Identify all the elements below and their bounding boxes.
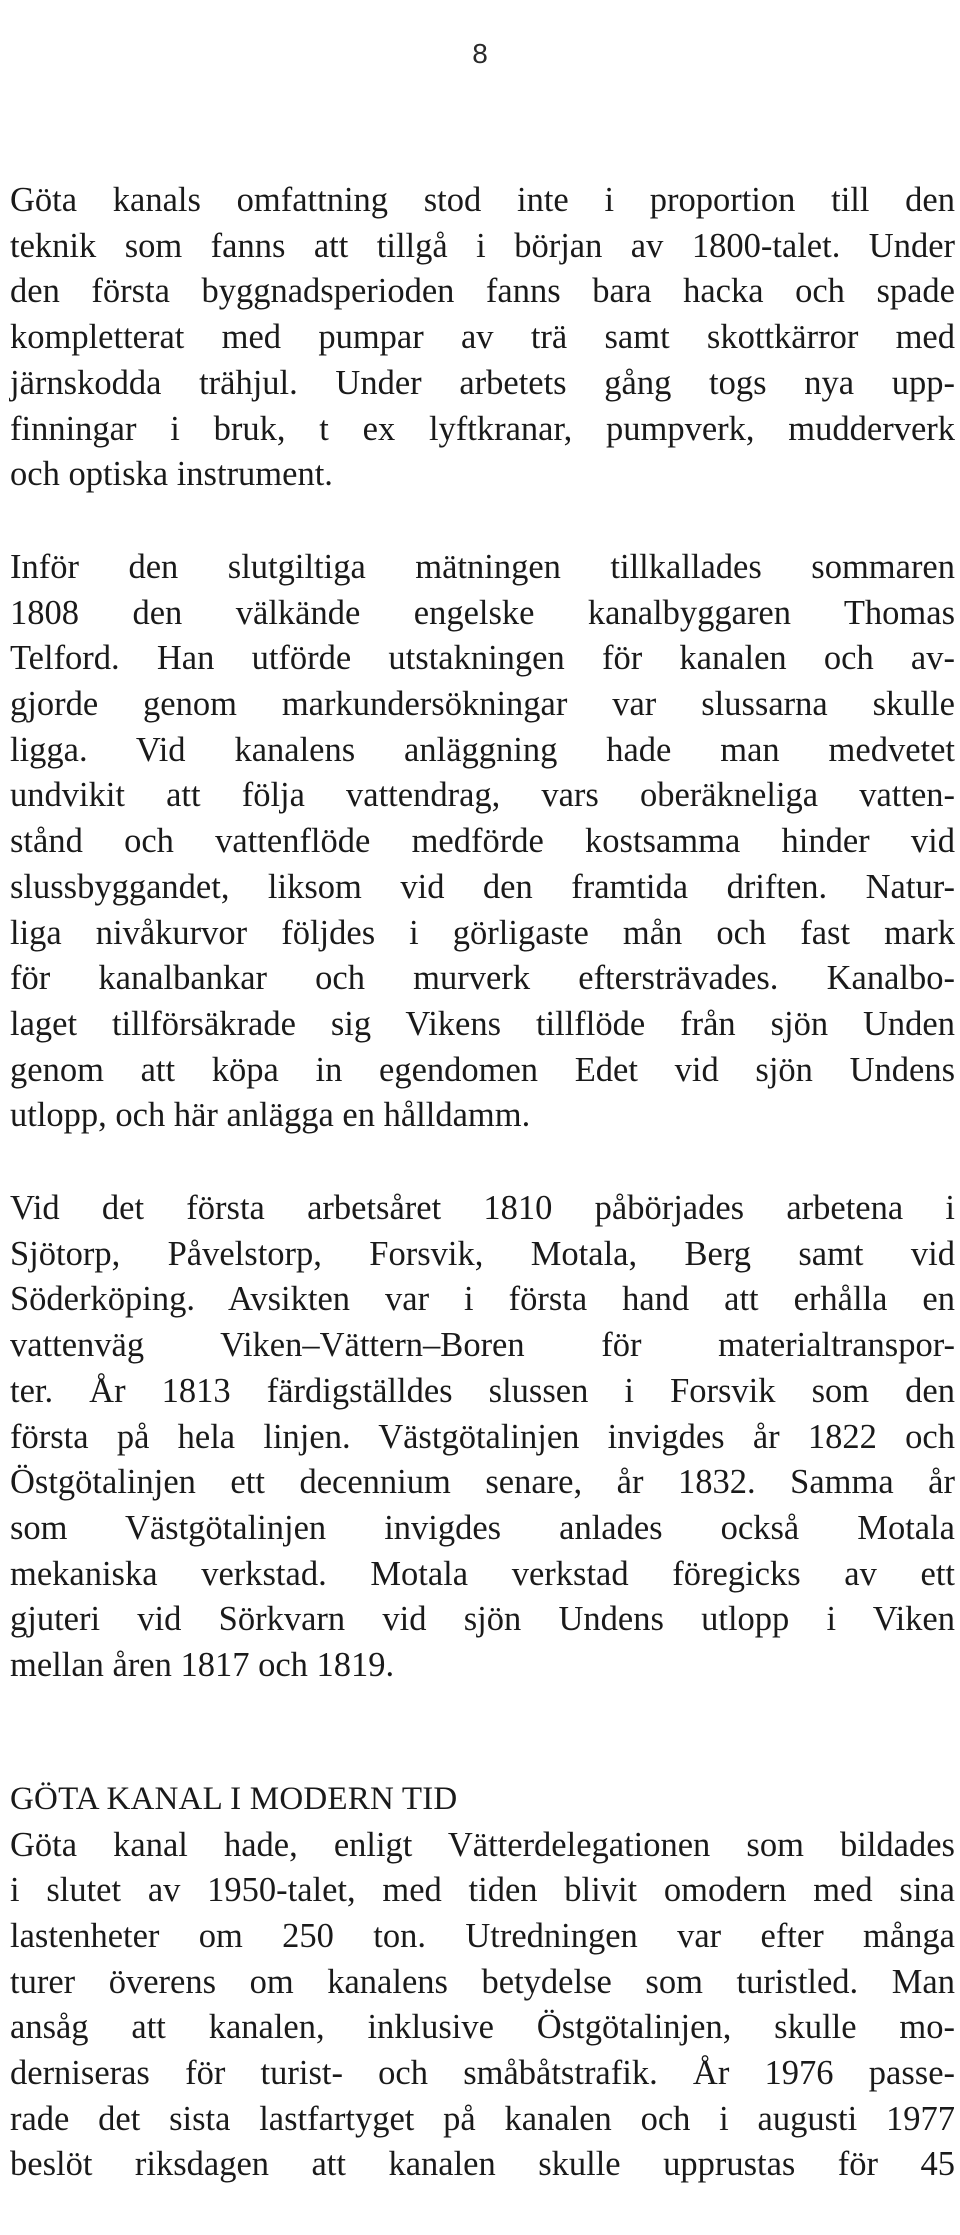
page-body bbox=[10, 178, 955, 2235]
text-line: Vid det första arbetsåret 1810 påbörjades arbetena i bbox=[10, 1189, 955, 1228]
text-line: rade det sista lastfartyget på kanalen och i augusti 1977 bbox=[10, 2099, 955, 2138]
text-line: Göta kanal hade, enligt Vätterdelegationen som bildades bbox=[10, 1825, 955, 1864]
text-line: som Västgötalinjen invigdes anlades också Motala bbox=[10, 1508, 955, 1547]
text-line: derniseras för turist- och småbåtstrafik. År 1976 passe- bbox=[10, 2054, 955, 2093]
text-line: gjuteri vid Sörkvarn vid sjön Undens utlopp i Viken bbox=[10, 1600, 955, 1639]
text-line: 1808 den välkände engelske kanalbyggaren Thomas bbox=[10, 593, 955, 632]
text-line: för kanalbankar och murverk eftersträvades. Kanalbo- bbox=[10, 959, 955, 998]
paragraph-3 bbox=[10, 1186, 955, 1689]
text-line: Söderköping. Avsikten var i första hand att erhålla en bbox=[10, 1280, 955, 1319]
text-line: mellan åren 1817 och 1819. bbox=[10, 1646, 395, 1685]
paragraph-4 bbox=[10, 1823, 955, 2189]
paragraph-1 bbox=[10, 178, 955, 498]
text-line: i slutet av 1950-talet, med tiden blivit omodern med sina bbox=[10, 1871, 955, 1910]
section-heading: GÖTA KANAL I MODERN TID bbox=[10, 1780, 458, 1817]
text-line: liga nivåkurvor följdes i görligaste mån och fast mark bbox=[10, 913, 955, 952]
text-line: gjorde genom markundersökningar var slussarna skulle bbox=[10, 685, 955, 724]
text-line: genom att köpa in egendomen Edet vid sjön Undens bbox=[10, 1050, 955, 1089]
text-line: Göta kanals omfattning stod inte i proportion till den bbox=[10, 181, 955, 219]
paragraph-2 bbox=[10, 545, 955, 1139]
text-line: turer överens om kanalens betydelse som turistled. Man bbox=[10, 1962, 955, 2001]
text-line: och optiska instrument. bbox=[10, 455, 333, 494]
text-line: Östgötalinjen ett decennium senare, år 1832. Samma år bbox=[10, 1463, 955, 1502]
text-line: vattenväg Viken–Vättern–Boren för materialtranspor- bbox=[10, 1326, 955, 1365]
text-line: Sjötorp, Påvelstorp, Forsvik, Motala, Berg samt vid bbox=[10, 1234, 955, 1273]
text-line: ligga. Vid kanalens anläggning hade man medvetet bbox=[10, 730, 955, 769]
text-line: kompletterat med pumpar av trä samt skottkärror med bbox=[10, 318, 955, 357]
text-line: utlopp, och här anlägga en hålldamm. bbox=[10, 1096, 531, 1135]
text-line: den första byggnadsperioden fanns bara hacka och spade bbox=[10, 272, 955, 311]
text-line: laget tillförsäkrade sig Vikens tillflöde från sjön Unden bbox=[10, 1004, 955, 1043]
text-line: undvikit att följa vattendrag, vars oberäkneliga vatten- bbox=[10, 776, 955, 815]
page-number: 8 bbox=[472, 38, 488, 69]
text-line: ter. År 1813 färdigställdes slussen i Forsvik som den bbox=[10, 1371, 955, 1410]
text-line: järnskodda trähjul. Under arbetets gång togs nya upp- bbox=[10, 363, 955, 402]
text-line: stånd och vattenflöde medförde kostsamma hinder vid bbox=[10, 822, 955, 861]
text-line: finningar i bruk, t ex lyftkranar, pumpverk, mudderverk bbox=[10, 409, 955, 448]
text-line: ansåg att kanalen, inklusive Östgötalinjen, skulle mo- bbox=[10, 2008, 955, 2047]
text-line: Telford. Han utförde utstakningen för kanalen och av- bbox=[10, 639, 955, 678]
text-line: teknik som fanns att tillgå i början av 1800-talet. Under bbox=[10, 226, 955, 265]
text-line: beslöt riksdagen att kanalen skulle upprustas för 45 bbox=[10, 2145, 955, 2184]
text-line: Inför den slutgiltiga mätningen tillkallades sommaren bbox=[10, 547, 955, 586]
text-line: mekaniska verkstad. Motala verkstad föregicks av ett bbox=[10, 1554, 955, 1593]
text-line: slussbyggandet, liksom vid den framtida driften. Natur- bbox=[10, 867, 955, 906]
text-line: lastenheter om 250 ton. Utredningen var efter många bbox=[10, 1916, 955, 1955]
text-line: första på hela linjen. Västgötalinjen invigdes år 1822 och bbox=[10, 1417, 955, 1456]
